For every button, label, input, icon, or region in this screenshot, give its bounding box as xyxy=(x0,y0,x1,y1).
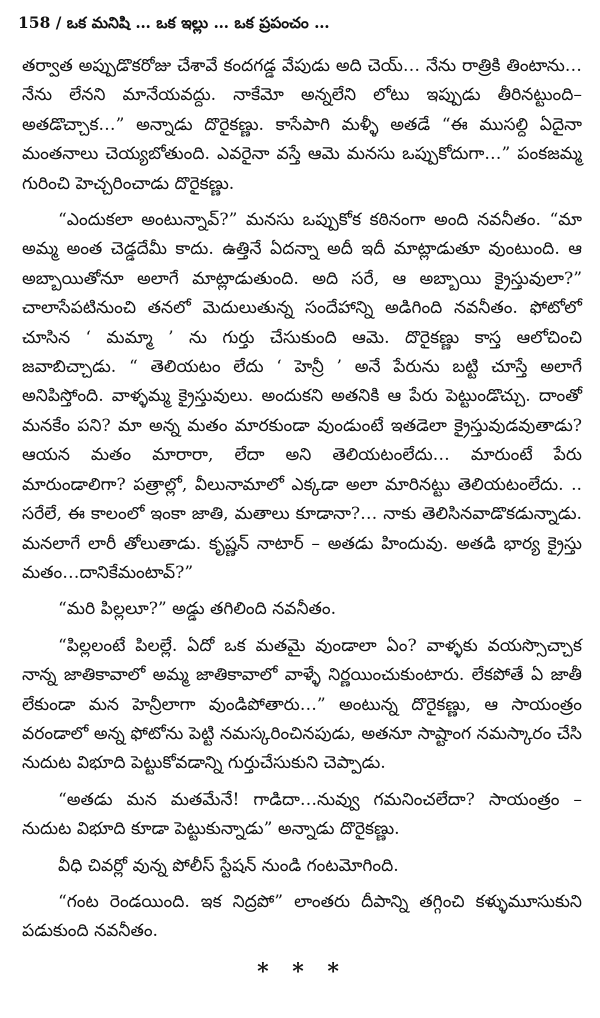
section-separator: * * * xyxy=(257,958,347,985)
paragraph-3: “మరి పిల్లలూ?” అడ్డు తగిలింది నవనీతం. xyxy=(58,599,337,620)
paragraph-7: “గంట రెండయింది. ఇక నిద్రపో” లాంతరు దీపాన్ని తగ్గించి కళ్ళుమూసుకుని పడుకుంది నవనీతం. xyxy=(22,891,582,942)
paragraph-4: “పిల్లలంటే పిలల్లే. ఏదో ఒక మతమై వుండాలా ఏం? వాళ్ళకు వయస్సొచ్చాక నాన్న జాతికావాలో అమ్మ జాతికావాలో వాళ్ళే నిర్ణయించుకుంటారు. లేకపోతే ఏ జాతీ లేకుండా మన హెన్రీలాగా వుండిపోతారు…” అంటున్న దొరైకణ్ణు, ఆ సాయంత్రం వరండాలో అన్న ఫోటోను పెట్టి నమస్కరించినపుడు, అతనూ సాష్టాంగ నమస్కారం చేసి నుదుట విభూది పెట్టుకోవడాన్ని గుర్తుచేసుకుని చెప్పాడు. xyxy=(22,635,582,774)
body-text xyxy=(22,52,582,947)
paragraph-6: వీధి చివర్లో వున్న పోలీస్ స్టేషన్ నుండి గంటమోగింది. xyxy=(58,855,399,876)
running-head: 158 / ఒక మనిషి … ఒక ఇల్లు … ఒక ప్రపంచం … xyxy=(18,13,330,32)
paragraph-1: తర్వాత అప్పుడొకరోజు చేశావే కందగడ్డ వేపుడు అది చెయ్… నేను రాత్రికి తింటాను… నేను లేనని మానేయవద్దు. నాకేమో అన్నలేని లోటు ఇప్పుడు తీరినట్టుంది–అతడొచ్చాక…” అన్నాడు దొరైకణ్ణు. కాసేపాగి మళ్ళీ అతడే “ఈ ముసల్ది ఏదైనా మంతనాలు చెయ్యబోతుంది. ఎవరైనా వస్తే ఆమె మనసు ఒప్పుకోదుగా…” పంకజమ్మ గురించి హెచ్చరించాడు దొరైకణ్ణు. xyxy=(22,56,582,194)
paragraph-5: “అతడు మన మతమేనే! గాడిదా…నువ్వు గమనించలేదా? సాయంత్రం – నుదుట విభూది కూడా పెట్టుకున్నాడు” అన్నాడు దొరైకణ్ణు. xyxy=(22,789,582,840)
paragraph-2: “ఎందుకలా అంటున్నావ్?” మనసు ఒప్పుకోక కఠినంగా అంది నవనీతం. “మా అమ్మ అంత చెడ్డదేమీ కాదు. ఉత్తినే ఏదన్నా అదీ ఇదీ మాట్లాడుతూ వుంటుంది. ఆ అబ్బాయితోనూ అలాగే మాట్లాడుతుంది. అది సరే, ఆ అబ్బాయి క్రైస్తువులా?” చాలాసేపటినుంచి తనలో మెదులుతున్న సందేహాన్ని అడిగింది నవనీతం. ఫోటోలో చూసిన ‘ మమ్మా ’ ను గుర్తు చేసుకుంది ఆమె. దొరైకణ్ణు కాస్త ఆలోచించి జవాబిచ్చాడు. “ తెలియటం లేదు ‘ హెన్రీ ’ అనే పేరును బట్టి చూస్తే అలాగే అనిపిస్తోంది. వాళ్ళమ్మ క్రైస్తువులు. అందుకని అతనికి ఆ పేరు పెట్టుండొచ్చు. దాంతో మనకేం పని? మా అన్న మతం మారకుండా వుండుంటే ఇతడెలా క్రైస్తువుడవుతాడు? ఆయన మతం మారారా, లేదా అని తెలియటంలేదు… మారుంటే పేరు మారుండాలిగా? పత్రాల్లో, వీలునామాలో ఎక్కడా అలా మారినట్టు తెలియటంలేదు. .. సరేలే, ఈ కాలంలో ఇంకా జాతి, మతాలు కూడానా?… నాకు తెలిసినవాడొకడున్నాడు. మనలాగే లారీ తోలుతాడు. కృష్ణన్ నాటార్ – అతడు హిందువు. అతడి భార్య క్రైస్తు మతం…దానికేమంటావ్?” xyxy=(22,210,582,583)
book-page xyxy=(18,12,582,1007)
